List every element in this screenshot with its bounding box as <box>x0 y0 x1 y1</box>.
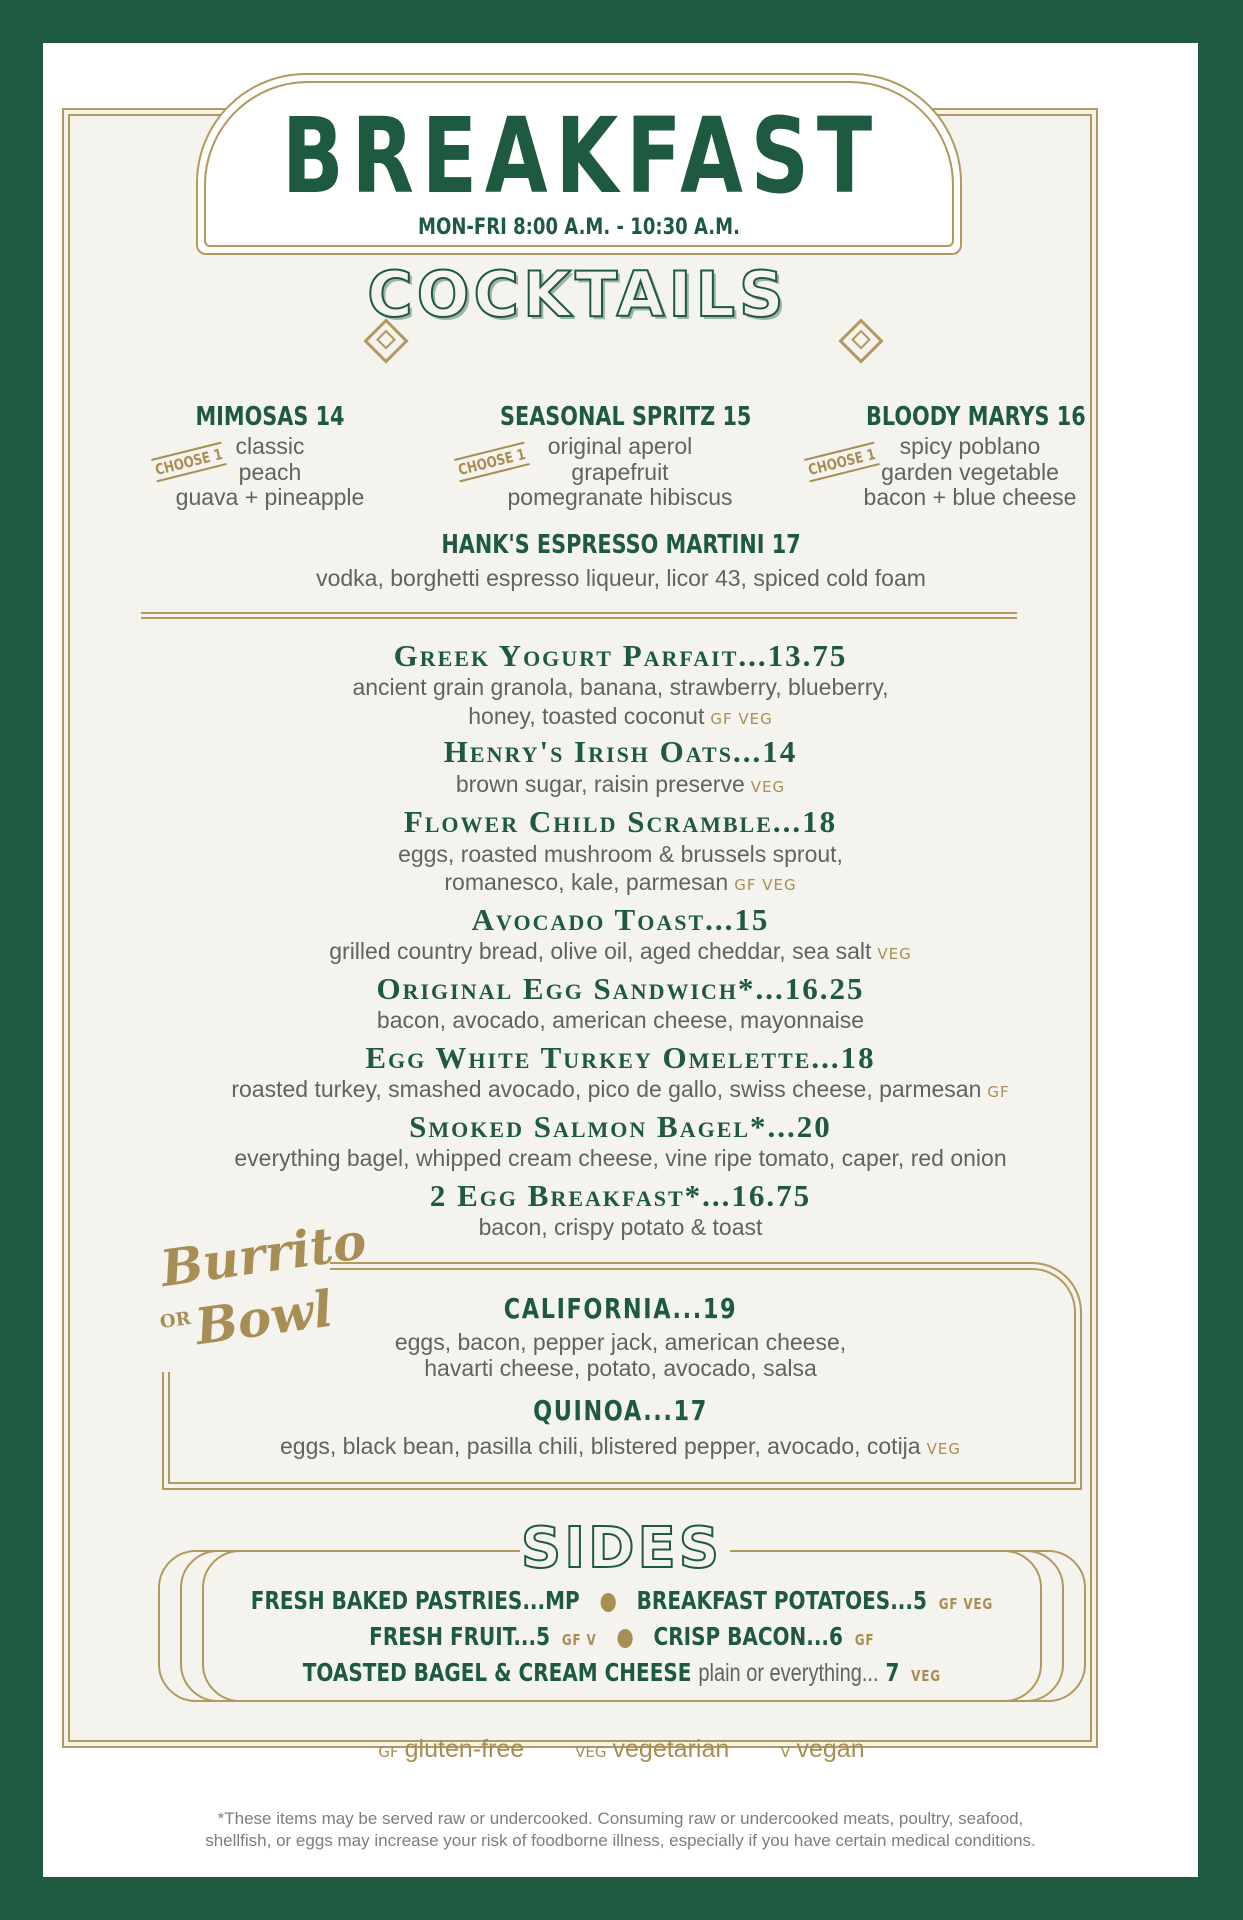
legend-label: vegetarian <box>612 1735 730 1763</box>
cocktail-option: peach <box>238 459 302 485</box>
legend-label: gluten-free <box>404 1735 525 1763</box>
diet-tag: VEG <box>750 778 786 796</box>
burrito-item-desc: havarti cheese, potato, avocado, salsa <box>424 1355 817 1381</box>
cocktail-name: SEASONAL SPRITZ 15 <box>500 402 752 432</box>
page-title: BREAKFAST <box>281 95 881 217</box>
dish-name: 2 Egg Breakfast*...16.75 <box>429 1178 812 1213</box>
service-hours: MON-FRI 8:00 A.M. - 10:30 A.M. <box>418 215 740 240</box>
dish-desc <box>43 937 1198 968</box>
dish-desc-text: eggs, black bean, pasilla chili, blistered pepper, avocado, cotija <box>280 1433 921 1459</box>
dish-desc-text: romanesco, kale, parmesan <box>444 869 729 895</box>
diet-tag: GF VEG <box>710 710 773 728</box>
choose-one-badge: CHOOSE 1 <box>454 442 529 483</box>
dish-name: Avocado Toast...15 <box>471 902 770 937</box>
legend-item <box>780 1735 864 1763</box>
legend-item <box>378 1735 524 1763</box>
sides-heading: SIDES <box>520 1516 723 1581</box>
legend-abbr: VEG <box>575 1743 607 1761</box>
sides-row <box>0 1658 1243 1688</box>
burrito-item-desc: eggs, bacon, pepper jack, american cheese, <box>394 1329 847 1355</box>
choose-one-badge: CHOOSE 1 <box>151 442 226 483</box>
cocktail-name: BLOODY MARYS 16 <box>866 402 1086 432</box>
cocktail-option: classic <box>235 433 305 459</box>
bullet-dot-icon: ● <box>599 1586 617 1615</box>
dish-desc: ancient grain granola, banana, strawberry, blueberry, <box>352 674 889 700</box>
featured-cocktail-name: HANK'S ESPRESSO MARTINI 17 <box>441 530 801 560</box>
dish-name: Henry's Irish Oats...14 <box>443 734 798 769</box>
dish-name: Greek Yogurt Parfait...13.75 <box>393 638 848 673</box>
diet-legend <box>0 1735 1243 1764</box>
legend-item <box>575 1735 729 1763</box>
dish-desc: eggs, roasted mushroom & brussels sprout, <box>398 841 843 867</box>
dish-desc: bacon, crispy potato & toast <box>478 1214 763 1240</box>
bullet-dot-icon: ● <box>616 1622 634 1651</box>
cocktail-option: pomegranate hibiscus <box>507 484 733 510</box>
burrito-script-title: Burrito <box>156 1210 370 1299</box>
side-item: CRISP BACON...6 <box>653 1622 843 1651</box>
legend-abbr: GF <box>378 1743 399 1761</box>
diet-tag: GF V <box>561 1631 597 1649</box>
legend-label: vegan <box>796 1735 865 1763</box>
dish-desc <box>43 770 1198 801</box>
side-item-price: 7 <box>885 1658 900 1687</box>
side-item: FRESH BAKED PASTRIES...MP <box>250 1586 580 1615</box>
featured-cocktail-desc: vodka, borghetti espresso liqueur, licor 43, spiced cold foam <box>316 565 926 591</box>
diet-tag: VEG <box>910 1667 941 1685</box>
diet-tag: GF VEG <box>734 876 797 894</box>
diet-tag: GF VEG <box>938 1595 993 1613</box>
burrito-item-desc <box>43 1432 1198 1463</box>
dish-desc-text: honey, toasted coconut <box>468 703 705 729</box>
cocktail-option: spicy poblano <box>899 433 1041 459</box>
choose-one-badge: CHOOSE 1 <box>804 442 879 483</box>
burrito-script-bowl: Bowl <box>191 1278 337 1357</box>
dish-desc-text: roasted turkey, smashed avocado, pico de gallo, swiss cheese, parmesan <box>231 1076 982 1102</box>
diet-tag: GF <box>987 1083 1010 1101</box>
dish-desc <box>43 1075 1198 1106</box>
cocktails-heading: COCKTAILS <box>367 258 788 331</box>
dish-desc-text: brown sugar, raisin preserve <box>455 771 745 797</box>
burrito-item-name: CALIFORNIA...19 <box>503 1292 738 1325</box>
cocktail-option: bacon + blue cheese <box>863 484 1077 510</box>
dish-name: Smoked Salmon Bagel*...20 <box>409 1109 832 1144</box>
dish-desc <box>43 868 1198 899</box>
burrito-script-or: OR <box>158 1307 192 1334</box>
sides-row <box>0 1586 1243 1615</box>
dish-desc <box>43 702 1198 733</box>
cocktail-option: original aperol <box>547 433 693 459</box>
cocktail-option: guava + pineapple <box>175 484 365 510</box>
cocktail-option: grapefruit <box>571 459 669 485</box>
dish-desc: bacon, avocado, american cheese, mayonnaise <box>376 1007 865 1033</box>
footnote-line: shellfish, or eggs may increase your risk of foodborne illness, especially if you have certain medical conditions. <box>205 1831 1036 1850</box>
diet-tag: VEG <box>877 945 912 963</box>
raw-food-disclaimer <box>43 1808 1198 1852</box>
side-item: FRESH FRUIT...5 <box>368 1622 550 1651</box>
dish-desc: everything bagel, whipped cream cheese, vine ripe tomato, caper, red onion <box>234 1145 1007 1171</box>
section-divider <box>141 612 1017 619</box>
sides-row <box>0 1622 1243 1651</box>
dish-name: Original Egg Sandwich*...16.25 <box>376 971 865 1006</box>
side-item-note: plain or everything... <box>698 1659 879 1687</box>
burrito-item-name: QUINOA...17 <box>533 1394 708 1427</box>
diet-tag: VEG <box>926 1440 961 1458</box>
diet-tag: GF <box>854 1631 875 1649</box>
dish-name: Egg White Turkey Omelette...18 <box>365 1040 876 1075</box>
dish-name: Flower Child Scramble...18 <box>403 804 838 839</box>
cocktail-option: garden vegetable <box>881 459 1059 485</box>
side-item: BREAKFAST POTATOES...5 <box>636 1586 927 1615</box>
footnote-line: *These items may be served raw or undercooked. Consuming raw or undercooked meats, poultry, seafood, <box>217 1809 1024 1828</box>
cocktail-name: MIMOSAS 14 <box>195 402 345 432</box>
dish-desc-text: grilled country bread, olive oil, aged cheddar, sea salt <box>329 938 872 964</box>
legend-abbr: V <box>780 1743 791 1761</box>
side-item: TOASTED BAGEL & CREAM CHEESE <box>302 1658 692 1687</box>
header-arch <box>196 73 962 255</box>
